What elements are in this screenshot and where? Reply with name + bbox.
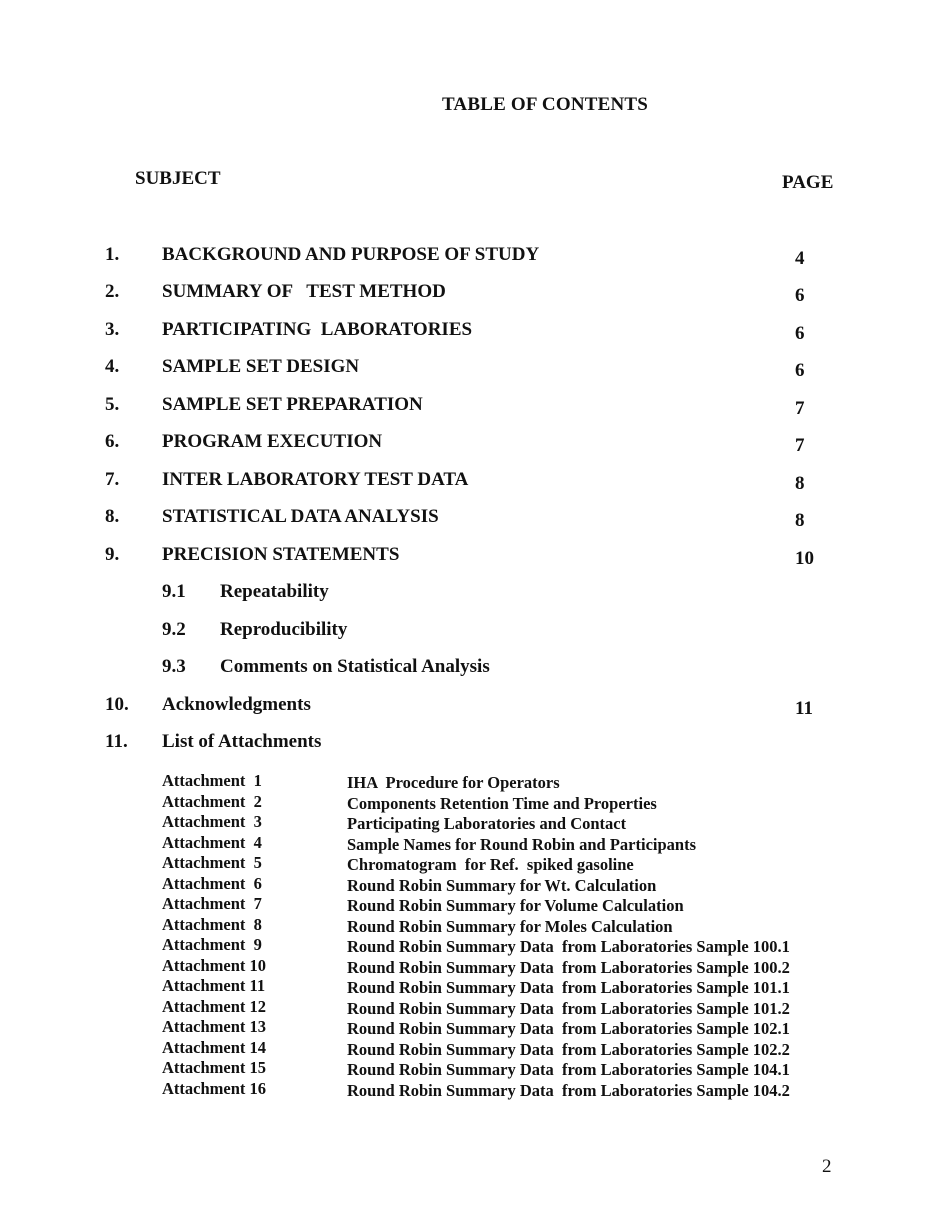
entry-number: 10.	[105, 694, 129, 715]
entry-number: 8.	[105, 506, 120, 527]
entry-number: 7.	[105, 469, 120, 490]
subject-column-header: SUBJECT	[135, 168, 221, 189]
entry-label: BACKGROUND AND PURPOSE OF STUDY	[162, 244, 540, 265]
attachment-row	[0, 976, 950, 996]
toc-subentry	[0, 581, 950, 607]
attachment-row	[0, 771, 950, 791]
attachment-description: Chromatogram for Ref. spiked gasoline	[347, 855, 634, 874]
attachment-description: Round Robin Summary Data from Laboratories Sample 100.2	[347, 957, 790, 977]
attachment-name: Attachment 11	[162, 976, 266, 995]
document-title: TABLE OF CONTENTS	[441, 94, 649, 115]
entry-label: SAMPLE SET DESIGN	[162, 356, 360, 377]
subentry-number: 9.3	[162, 656, 186, 677]
attachment-name: Attachment 9	[162, 935, 262, 954]
attachment-description: Round Robin Summary for Volume Calculation	[347, 896, 684, 915]
attachment-description: Round Robin Summary Data from Laboratories Sample 101.2	[347, 998, 790, 1018]
entry-label: PARTICIPATING LABORATORIES	[162, 319, 473, 340]
toc-subentry	[0, 656, 950, 682]
attachment-row	[0, 894, 950, 914]
toc-entry	[0, 506, 950, 532]
toc-entry	[0, 394, 950, 420]
attachment-description: Round Robin Summary Data from Laboratories Sample 104.1	[347, 1060, 790, 1079]
entry-number: 2.	[105, 281, 120, 302]
attachment-name: Attachment 6	[162, 873, 262, 893]
attachment-description: Participating Laboratories and Contact	[347, 814, 627, 833]
attachment-name: Attachment 15	[162, 1058, 267, 1077]
subentry-number: 9.2	[162, 619, 186, 640]
attachment-name: Attachment 3	[162, 812, 262, 831]
attachment-name: Attachment 8	[162, 914, 262, 934]
entry-page: 10	[795, 548, 814, 569]
entry-number: 1.	[105, 244, 120, 265]
attachment-row	[0, 1038, 950, 1058]
attachment-name: Attachment 2	[162, 791, 262, 811]
entry-label: PRECISION STATEMENTS	[162, 544, 400, 565]
entry-number: 4.	[105, 356, 120, 377]
entry-page: 7	[795, 398, 805, 419]
toc-entry	[0, 281, 950, 307]
toc-entry	[0, 469, 950, 495]
entry-page: 6	[795, 285, 805, 306]
attachment-description: Sample Names for Round Robin and Participants	[347, 834, 696, 854]
subentry-label: Reproducibility	[220, 619, 348, 640]
toc-subentry	[0, 619, 950, 645]
entry-number: 9.	[105, 544, 120, 565]
attachment-description: IHA Procedure for Operators	[347, 773, 560, 792]
toc-entry	[0, 694, 950, 720]
toc-entry	[0, 319, 950, 345]
attachment-description: Round Robin Summary Data from Laboratories Sample 102.1	[347, 1019, 790, 1038]
entry-page: 6	[795, 360, 805, 381]
entry-label: SAMPLE SET PREPARATION	[162, 394, 423, 415]
toc-entry	[0, 431, 950, 457]
attachment-description: Round Robin Summary Data from Laboratories Sample 100.1	[347, 937, 790, 956]
attachment-name: Attachment 14	[162, 1037, 267, 1057]
toc-entry	[0, 731, 950, 757]
entry-page: 7	[795, 435, 805, 456]
entry-number: 11.	[105, 731, 128, 752]
entry-page: 8	[795, 473, 805, 494]
entry-label: SUMMARY OF TEST METHOD	[162, 281, 446, 302]
entry-label: Acknowledgments	[162, 694, 311, 715]
attachment-row	[0, 1058, 950, 1078]
entry-page: 8	[795, 510, 805, 531]
attachment-description: Round Robin Summary Data from Laboratories Sample 101.1	[347, 978, 790, 997]
subentry-number: 9.1	[162, 581, 186, 602]
attachment-row	[0, 812, 950, 832]
attachment-description: Round Robin Summary Data from Laboratories Sample 102.2	[347, 1039, 790, 1059]
attachment-row	[0, 915, 950, 935]
entry-label: PROGRAM EXECUTION	[162, 431, 383, 452]
attachment-description: Round Robin Summary for Wt. Calculation	[347, 875, 657, 895]
attachment-name: Attachment 10	[162, 955, 267, 975]
entry-number: 3.	[105, 319, 120, 340]
subentry-label: Repeatability	[220, 581, 329, 602]
entry-label: STATISTICAL DATA ANALYSIS	[162, 506, 439, 527]
attachment-name: Attachment 7	[162, 894, 262, 913]
attachment-row	[0, 792, 950, 812]
toc-entry	[0, 244, 950, 270]
attachment-description: Components Retention Time and Properties	[347, 793, 657, 813]
attachment-name: Attachment 5	[162, 853, 262, 872]
attachment-row	[0, 1017, 950, 1037]
attachment-row	[0, 956, 950, 976]
entry-number: 6.	[105, 431, 120, 452]
attachment-name: Attachment 12	[162, 996, 267, 1016]
toc-entry	[0, 544, 950, 570]
attachment-name: Attachment 4	[162, 832, 262, 852]
attachment-description: Round Robin Summary for Moles Calculation	[347, 916, 673, 936]
page-number: 2	[822, 1156, 832, 1177]
attachment-name: Attachment 16	[162, 1078, 267, 1098]
entry-page: 11	[795, 698, 813, 719]
entry-label: INTER LABORATORY TEST DATA	[162, 469, 469, 490]
toc-entry	[0, 356, 950, 382]
attachment-row	[0, 1079, 950, 1099]
attachment-description: Round Robin Summary Data from Laboratories Sample 104.2	[347, 1080, 790, 1100]
page-column-header: PAGE	[782, 172, 834, 193]
attachment-row	[0, 833, 950, 853]
entry-label: List of Attachments	[162, 731, 322, 752]
entry-page: 4	[795, 248, 805, 269]
attachment-row	[0, 853, 950, 873]
attachment-row	[0, 935, 950, 955]
attachment-row	[0, 874, 950, 894]
attachment-name: Attachment 1	[162, 771, 262, 790]
entry-number: 5.	[105, 394, 120, 415]
attachment-name: Attachment 13	[162, 1017, 267, 1036]
attachment-row	[0, 997, 950, 1017]
entry-page: 6	[795, 323, 805, 344]
subentry-label: Comments on Statistical Analysis	[220, 656, 490, 677]
